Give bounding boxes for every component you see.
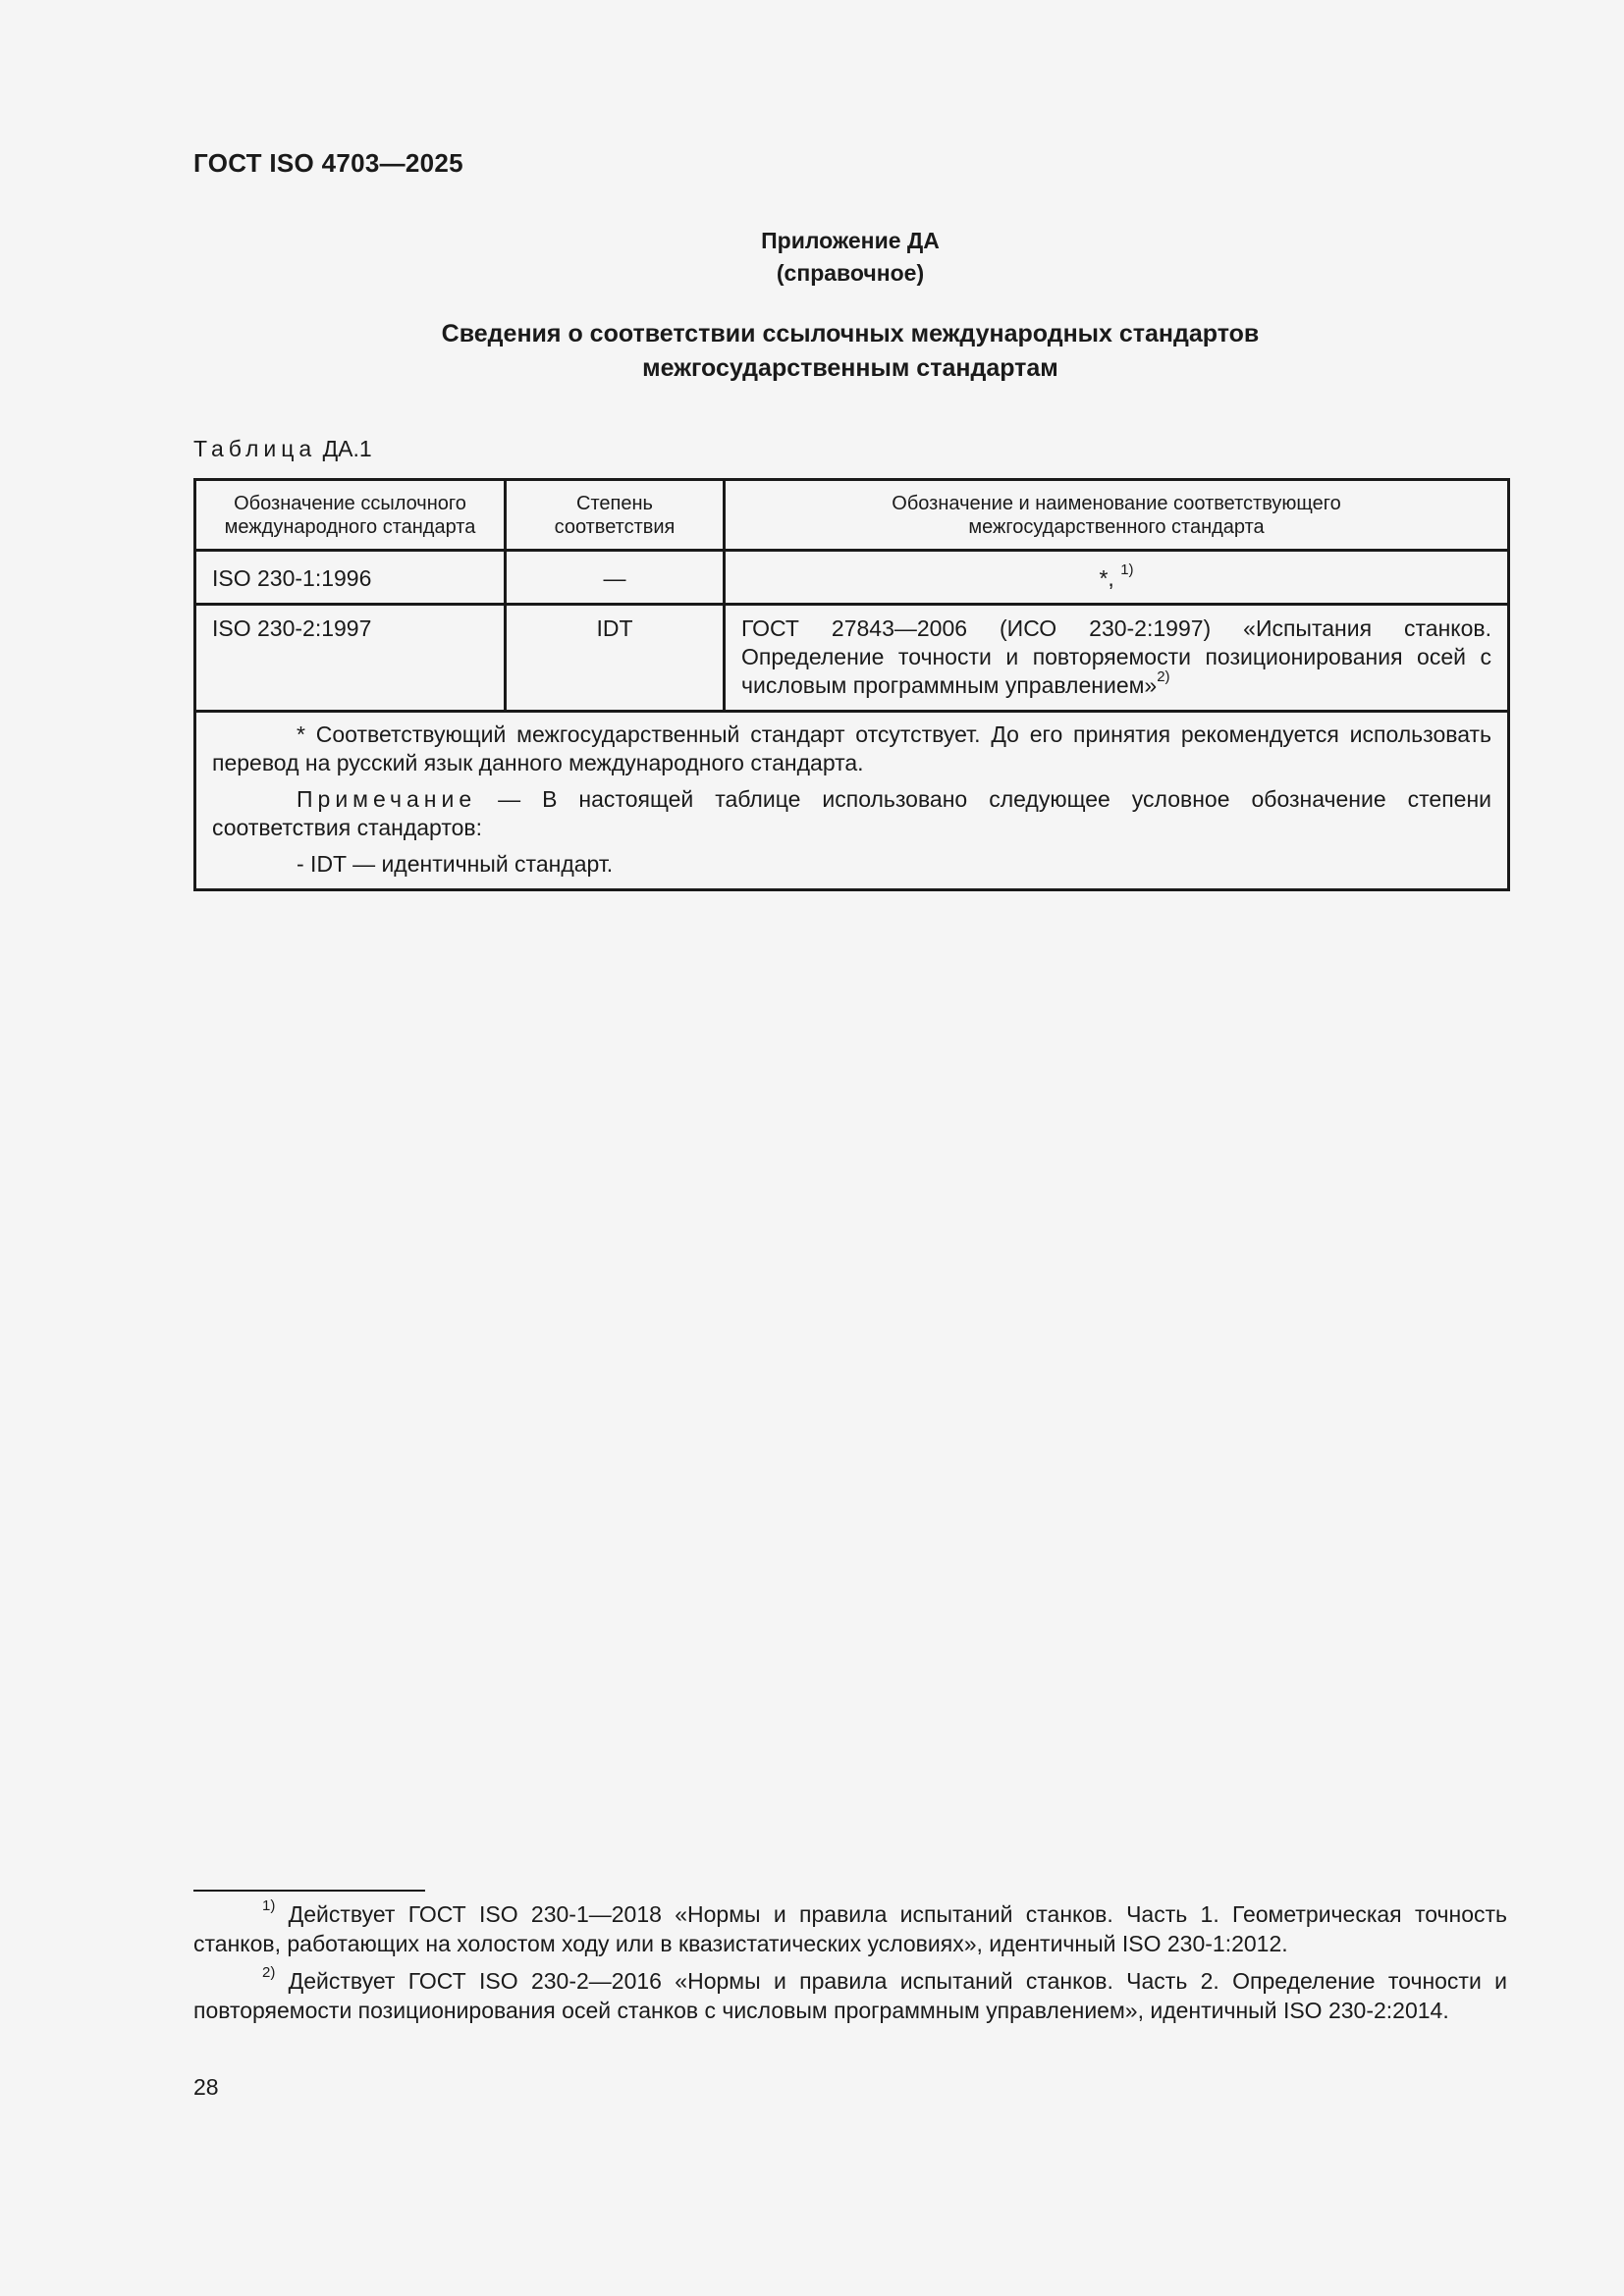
footnote-divider [193,1890,425,1892]
annex-heading-line1: Сведения о соответствии ссылочных международных стандартов [441,320,1260,347]
footnote-ref: 1) [1120,561,1134,579]
footnote-text: Действует ГОСТ ISO 230-1—2018 «Нормы и правила испытаний станков. Часть 1. Геометрическая точность станков, работающих на холостом ходу или в квазистатических условиях», идентичный ISO 230-1:2012. [193,1901,1507,1956]
national-text: *, [1099,565,1114,591]
annex-label [193,225,1507,290]
table-row [195,605,1509,712]
table-caption-word: Таблица [193,436,317,461]
document-code: ГОСТ ISO 4703—2025 [193,148,463,178]
annex-title: Приложение ДА [761,228,940,253]
header-degree: Степень соответствия [506,480,725,551]
table-row [195,556,1509,605]
annex-heading-line2: межгосударственным стандартам [642,354,1058,382]
table-notes-row [195,712,1509,890]
footnote-ref: 2) [1157,668,1170,686]
annex-heading [193,317,1507,386]
note-asterisk: * Соответствующий межгосударственный стандарт отсутствует. До его принятия рекомендуется использовать перевод на русский язык данного международного стандарта. [212,721,1491,775]
footnote-text: Действует ГОСТ ISO 230-2—2016 «Нормы и правила испытаний станков. Часть 2. Определение точности и повторяемости позиционирования осей станков с числовым программным управлением», идентичный ISO 230-2:2014. [193,1968,1507,2023]
footnote [193,1966,1507,2025]
header-national-standard: Обозначение и наименование соответствующего межгосударственного стандарта [725,480,1509,551]
cell-national [725,605,1509,712]
cell-degree: IDT [506,605,725,712]
cell-reference: ISO 230-1:1996 [195,556,506,605]
national-text: ГОСТ 27843—2006 (ИСО 230-2:1997) «Испытания станков. Определение точности и повторяемости позиционирования осей с числовым программным управлением» [741,615,1491,698]
footnote [193,1899,1507,1958]
note-item: - IDT — идентичный стандарт. [297,851,614,877]
table-notes [195,712,1509,890]
note-paragraph [212,785,1491,842]
correspondence-table [193,478,1510,891]
table-caption-number: ДА.1 [322,436,372,461]
annex-subtitle: (справочное) [776,260,925,286]
cell-national [725,556,1509,605]
footnotes [193,1899,1507,2033]
note-text: — В настоящей таблице использовано следующее условное обозначение степени соответствия стандартов: [212,786,1491,840]
page-number: 28 [193,2074,219,2100]
table-caption [193,436,372,462]
table-header-row [195,480,1509,551]
footnote-mark: 1) [262,1897,276,1915]
note-label: Примечание [297,786,477,812]
cell-degree: — [506,556,725,605]
header-reference-standard: Обозначение ссылочного международного стандарта [195,480,506,551]
footnote-mark: 2) [262,1964,276,1982]
cell-reference: ISO 230-2:1997 [195,605,506,712]
